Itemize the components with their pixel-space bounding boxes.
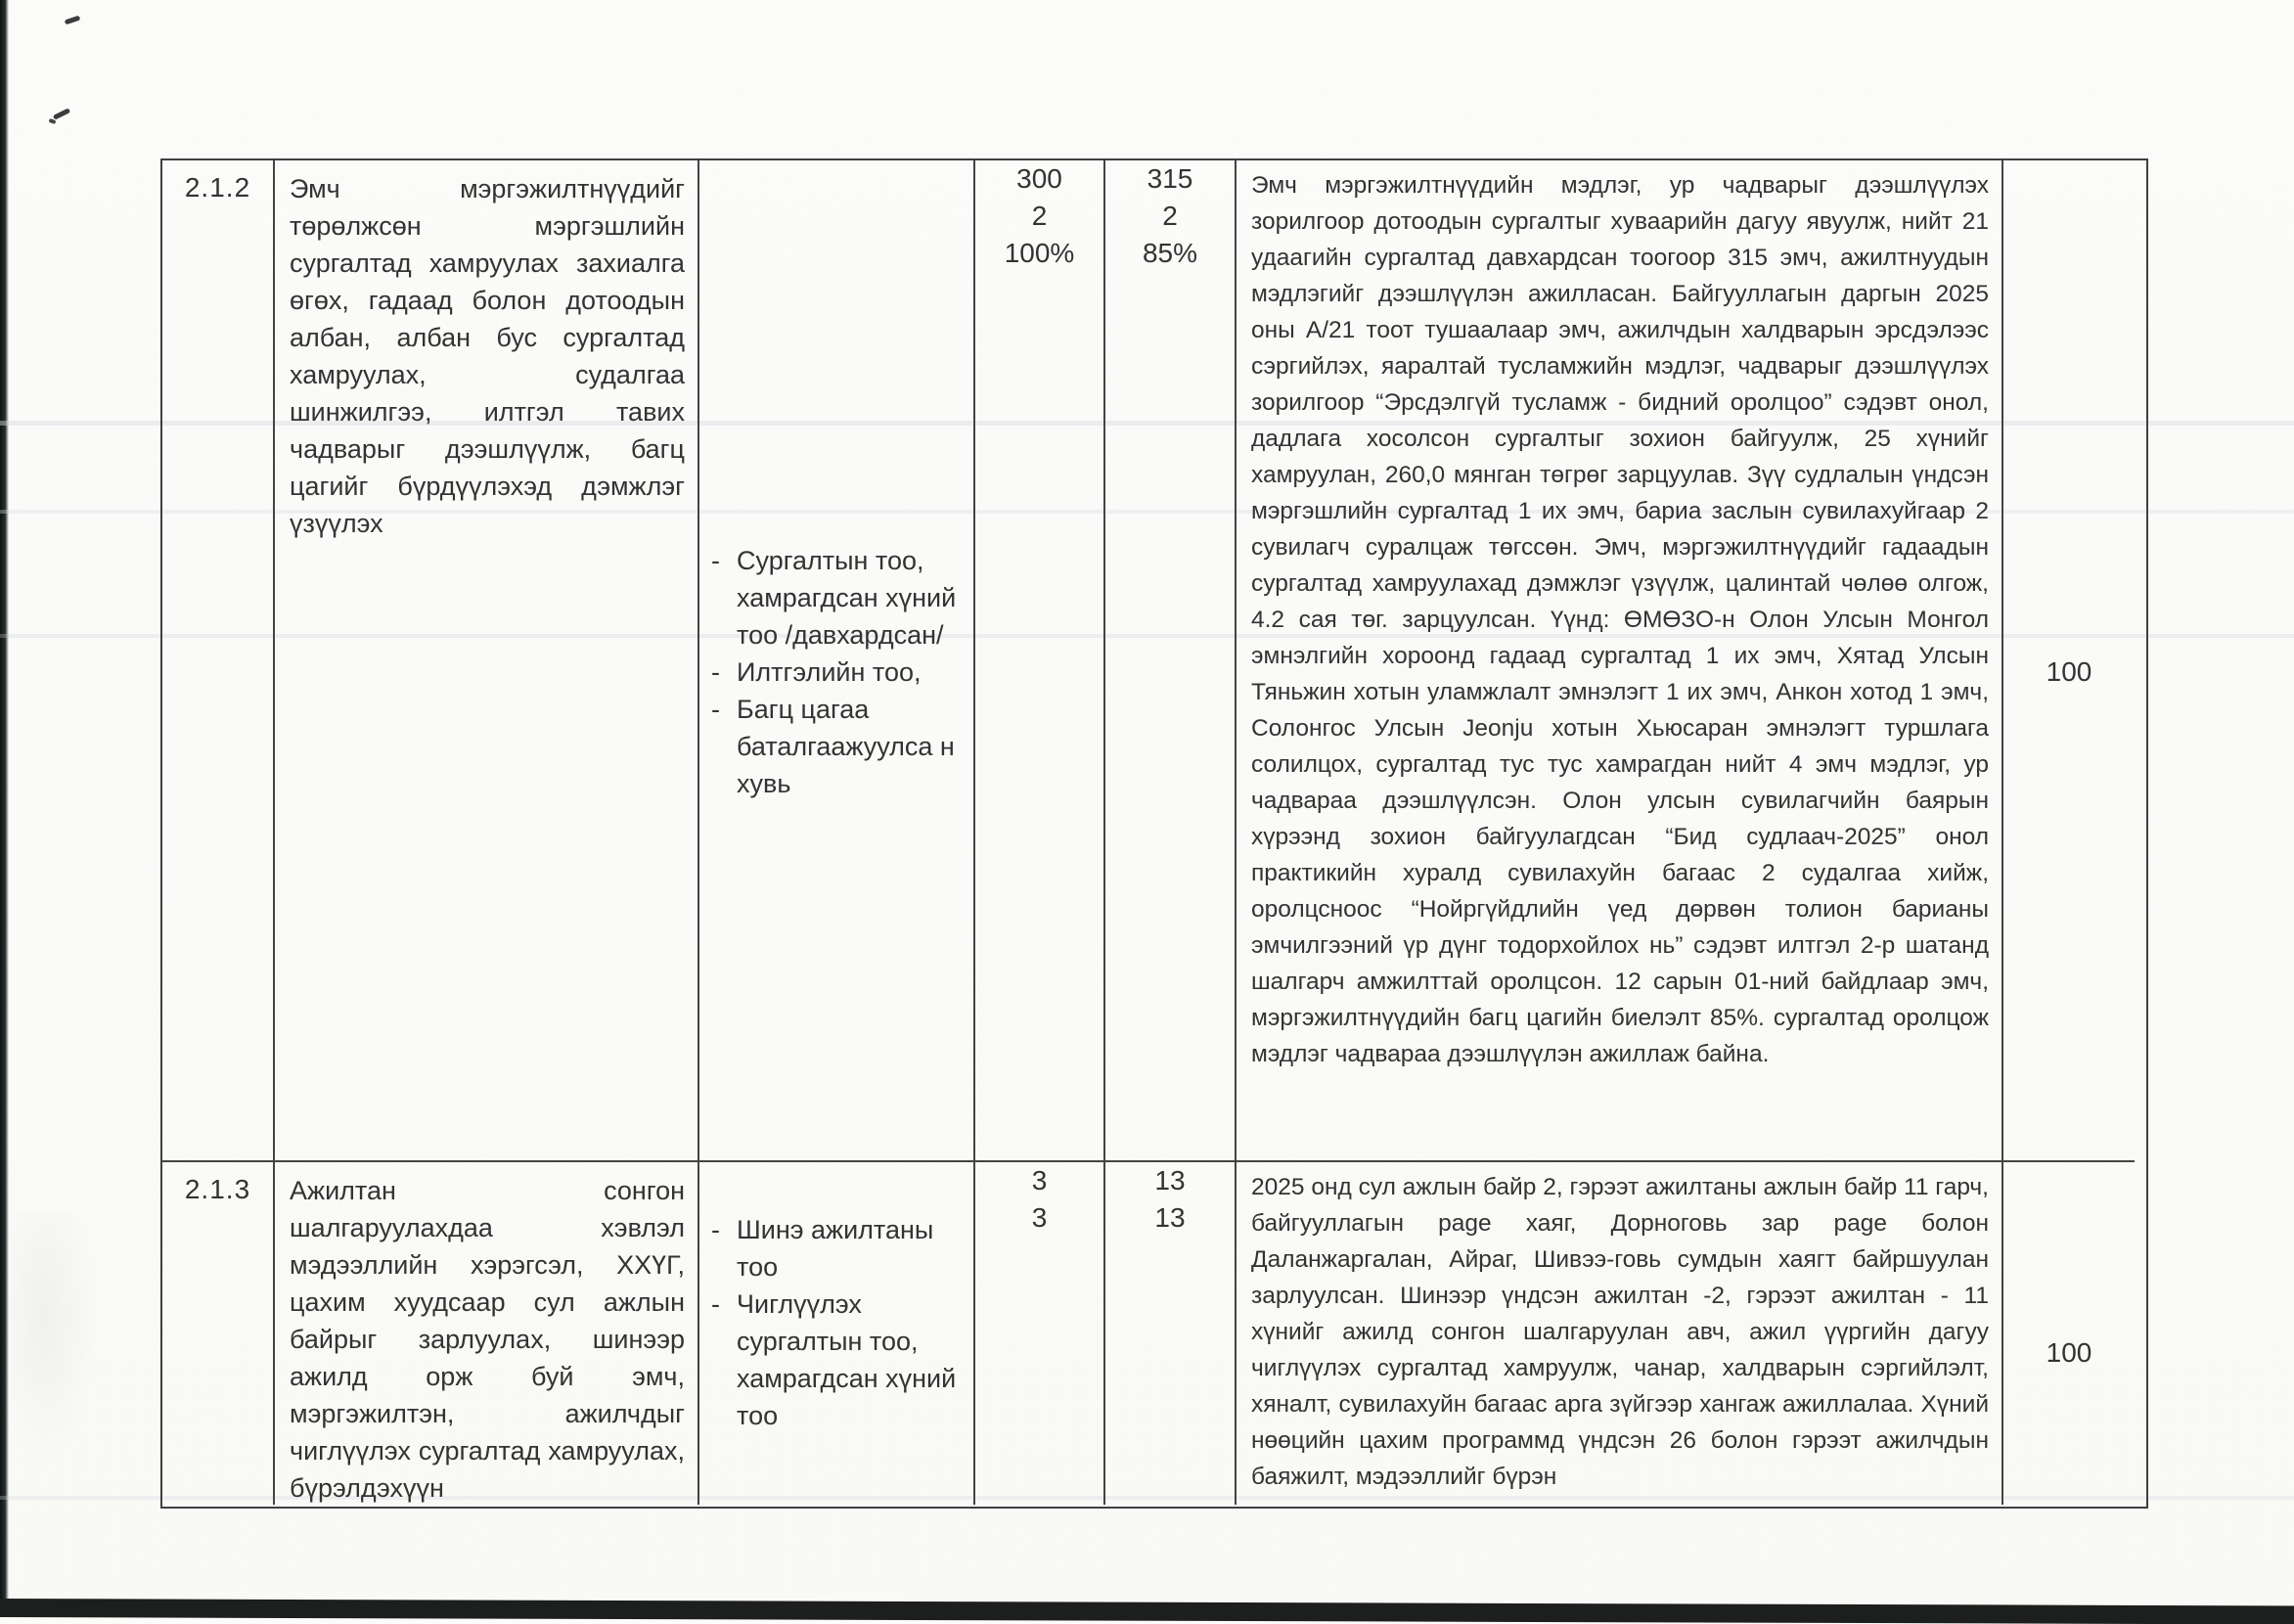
- indicator-label: Шинэ ажилтаны тоо: [737, 1215, 934, 1282]
- dash-bullet-icon: [711, 542, 737, 654]
- target-value: 300: [1016, 163, 1062, 194]
- scan-edge-bottom: [0, 1599, 2294, 1624]
- row-number: 2.1.3: [184, 1174, 251, 1204]
- indicator-label: Багц цагаа баталгаажуулса н хувь: [737, 695, 955, 798]
- pen-mark-icon: [65, 16, 81, 25]
- result-text: Эмч мэргэжилтнүүдийн мэдлэг, ур чадварыг дээшлүүлэх зорилгоор дотоодын сургалтыг хуваарийн дагуу явуулж, нийт 21 удаагийн сургалтад давхардсан тоогоор 315 эмч, ажилтнуудын мэдлэгийг дээшлүүлэн ажилласан. Байгууллагын даргын 2025 оны А/21 тоот тушаалаар эмч, ажилчдын халдварын эрсдэлээс сэргийлэх, яаралтай тусламжийн мэдлэг, чадварыг дээшлүүлэх зорилгоор “Эрсдэлгүй тусламж - бидний оролцоо” сэдэвт онол, дадлага хосолсон сургалтыг зохион байгуулж, 25 хүнийг хамруулан, 260,0 мянган төгрөг зарцуулав. Зүү судлалын үндсэн мэргэшлийн сургалтад 1 их эмч, бариа заслын сувилахуйгаар 2 сувилагч суралцаж төгссөн. Эмч, мэргэжилтнүүдийг гадаадын сургалтад хамруулахад дэмжлэг үзүүлж, цалинтай чөлөө олгож, 4.2 сая төг. зарцуулсан. Үүнд: ӨМӨЗО-н Олон Улсын Монгол эмнэлгийн хороонд гадаад сургалтад 1 их эмч, Хятад Улсын Тяньжин хотын уламжлалт эмнэлэгт 1 их эмч, Анкон хотод 1 эмч, Солонгос Улсын Jeonju хотын Хьюсаран эмнэлэгт туршлага солилцох, сургалтад тус тус хамрагдан нийт 4 эмч мэдлэг, ур чадвараа дээшлүүлсэн. Олон улсын сувилагчийн баярын хүрээнд зохион байгуулагдсан “Бид судлаач-2025” онол практикийн хуралд сувилахуйн багаас 2 судалгаа хийж, оролцсноос “Нойргүйдлийн үед дөрвөн толион барианы эмчилгээний үр дүнг тодорхойлох нь” сэдэвт илтгэл 2-р шатанд шалгарч амжилттай оролцсон. 12 сарын 01-ний байдлаар эмч, мэргэжилтнүүдийн багц цагийн биелэлт 85%. сургалтад оролцож мэдлэг чадвараа дээшлүүлэн ажиллаж байна.: [1251, 172, 1989, 1067]
- result-text-cell: [1237, 160, 2003, 1162]
- indicator-item: [711, 654, 966, 691]
- result-text-cell: [1237, 1162, 2003, 1505]
- row-number: 2.1.2: [184, 172, 251, 203]
- actual-value: 85%: [1142, 238, 1198, 268]
- actual-value: 315: [1147, 163, 1193, 194]
- result-text: 2025 онд сул ажлын байр 2, гэрээт ажилтаны ажлын байр 11 гарч, байгууллагын page хаяг, Дорноговь зар page болон Даланжаргалан, Айраг, Шивээ-говь сумдын хаягт байршуулан зарлуулсан. Шинээр үндсэн ажилтан -2, гэрээт ажилтан - 11 хүнийг ажилд сонгон шалгаруулан авч, ажил үүргийн дагуу чиглүүлэх сургалтад хамруулж, чанар, халдварын сэргийлэлт, хяналт, сувилахуйн багаас арга зүйгээр хангаж ажиллалаа. Хүний нөөцийн цахим программд үндсэн 26 болон гэрээт ажилчдын баяжилт, мэдээллийг бүрэн: [1251, 1174, 1989, 1490]
- actual-values-cell: [1105, 160, 1237, 1162]
- target-value: 3: [1031, 1165, 1048, 1195]
- scan-edge-left: [0, 0, 9, 1611]
- task-description-cell: [275, 1162, 699, 1505]
- task-description: Ажилтан сонгон шалгаруулахдаа хэвлэл мэдээллийн хэрэгсэл, ХХҮГ, цахим хуудсаар сул ажлын байрыг зарлуулах, шинээр ажилд орж буй эмч, мэргэжилтэн, ажилчдыг чиглүүлэх сургалтад хамруулах, бүрэлдэхүүн: [290, 1176, 685, 1503]
- performance-report-table: [160, 158, 2148, 1509]
- indicator-label: Илтгэлийн тоо,: [737, 657, 922, 687]
- dash-bullet-icon: [711, 1211, 737, 1286]
- indicators-cell: [699, 1162, 975, 1505]
- indicator-label: Чиглүүлэх сургалтын тоо, хамрагдсан хүний тоо: [737, 1289, 957, 1430]
- score-cell: [2003, 160, 2135, 1162]
- target-value: 3: [1031, 1202, 1048, 1233]
- scan-smudge: [10, 1213, 98, 1467]
- task-description-cell: [275, 160, 699, 1162]
- actual-values-cell: [1105, 1162, 1237, 1505]
- dash-bullet-icon: [711, 691, 737, 802]
- score-cell: [2003, 1162, 2135, 1505]
- task-description: Эмч мэргэжилтнүүдийг төрөлжсөн мэргэшлийн сургалтад хамруулах захиалга өгөх, гадаад болон дотоодын албан, албан бус сургалтад хамруулах, судалгаа шинжилгээ, илтгэл тавих чадварыг дээшлүүлж, багц цагийг бүрдүүлэхэд дэмжлэг үзүүлэх: [290, 174, 685, 538]
- actual-value: 13: [1154, 1202, 1186, 1233]
- dash-bullet-icon: [711, 654, 737, 691]
- indicator-label: Сургалтын тоо, хамрагдсан хүний тоо /давхардсан/: [737, 546, 957, 650]
- dash-bullet-icon: [711, 1286, 737, 1434]
- score-value: 100: [2046, 1337, 2092, 1368]
- indicators-cell: [699, 160, 975, 1162]
- row-number-cell: [162, 160, 275, 1162]
- row-number-cell: [162, 1162, 275, 1505]
- indicator-item: [711, 1286, 966, 1434]
- pen-mark-icon: [53, 108, 70, 119]
- target-value: 2: [1031, 201, 1048, 231]
- target-value: 100%: [1004, 238, 1075, 268]
- actual-value: 2: [1162, 201, 1178, 231]
- score-value: 100: [2046, 656, 2092, 687]
- indicator-item: [711, 1211, 966, 1286]
- actual-value: 13: [1154, 1165, 1186, 1195]
- indicator-item: [711, 542, 966, 654]
- indicator-item: [711, 691, 966, 802]
- target-values-cell: [975, 1162, 1105, 1505]
- target-values-cell: [975, 160, 1105, 1162]
